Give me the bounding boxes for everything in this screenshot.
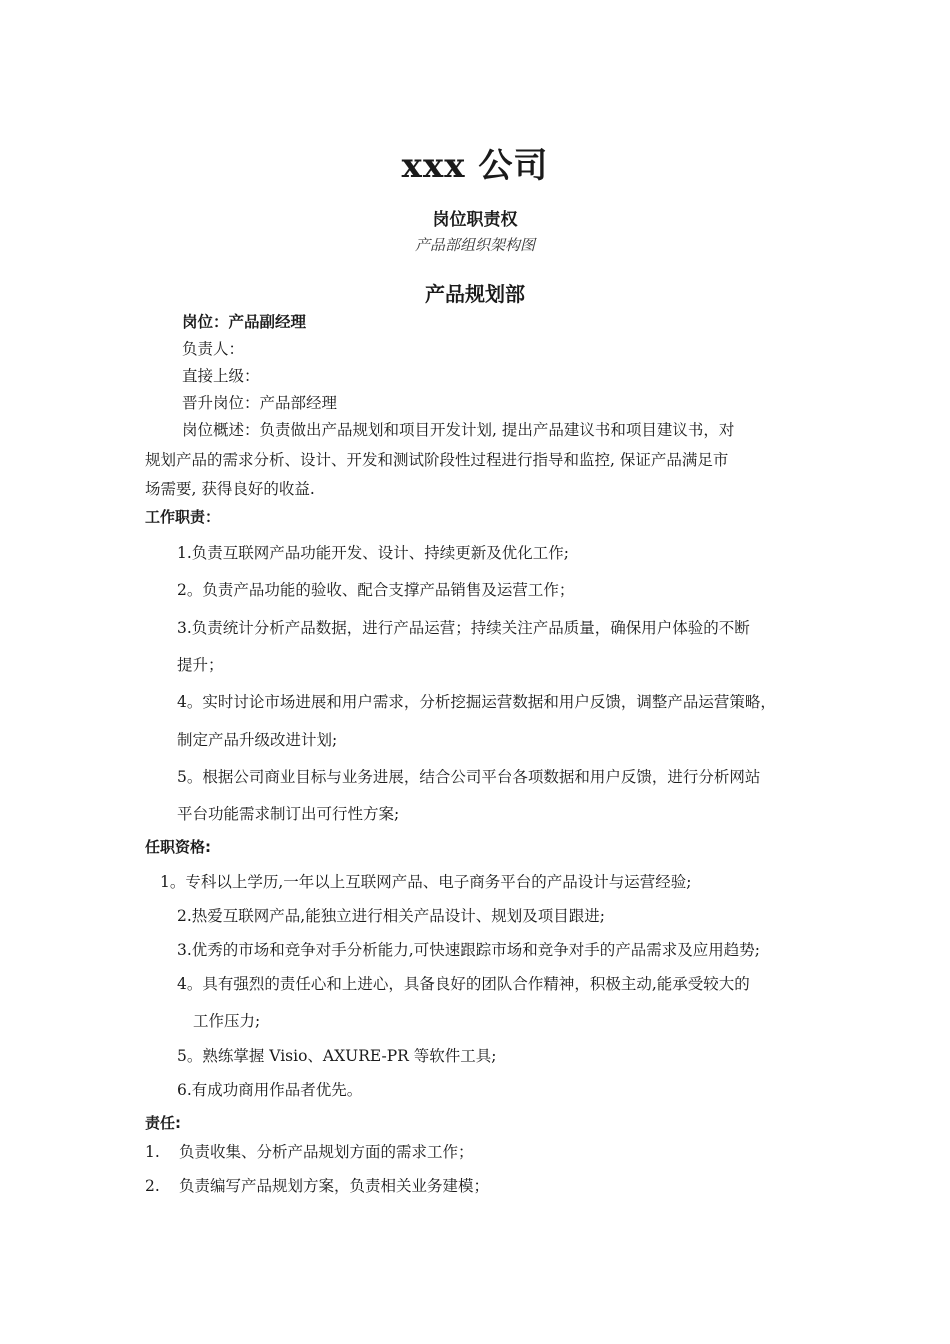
responsibility-text: 负责收集、分析产品规划方面的需求工作；	[179, 1143, 474, 1161]
duty-line: 3.负责统计分析产品数据，进行产品运营；持续关注产品质量，确保用户体验的不断	[177, 619, 750, 637]
qualification-line: 3.优秀的市场和竞争对手分析能力,可快速跟踪市场和竞争对手的产品需求及应用趋势;	[177, 941, 760, 959]
position-owner: 负责人：	[182, 340, 245, 358]
responsibility-text: 负责编写产品规划方案，负责相关业务建模；	[179, 1177, 490, 1195]
responsibility-number: 2.	[145, 1177, 160, 1195]
qualification-line: 6.有成功商用作品者优先。	[177, 1081, 363, 1099]
department-title: 产品规划部	[425, 282, 525, 306]
responsibility-item	[145, 1140, 474, 1162]
responsibilities-heading: 责任:	[145, 1114, 181, 1132]
position-supervisor: 直接上级：	[182, 367, 260, 385]
duty-line: 1.负责互联网产品功能开发、设计、持续更新及优化工作;	[177, 544, 570, 562]
position-overview-line: 岗位概述：负责做出产品规划和项目开发计划, 提出产品建议书和项目建议书，对	[182, 421, 735, 439]
duty-line: 平台功能需求制订出可行性方案;	[177, 805, 400, 823]
document-subtitle: 产品部组织架构图	[414, 236, 535, 254]
duty-line: 5。根据公司商业目标与业务进展，结合公司平台各项数据和用户反馈，进行分析网站	[177, 768, 761, 786]
duty-line: 制定产品升级改进计划;	[177, 731, 338, 749]
qualifications-heading: 任职资格:	[145, 838, 211, 856]
duty-line: 提升；	[177, 656, 224, 674]
duty-line: 2。负责产品功能的验收、配合支撑产品销售及运营工作；	[177, 581, 575, 599]
responsibility-number: 1.	[145, 1143, 160, 1161]
position-overview-line: 场需要, 获得良好的收益.	[145, 480, 315, 498]
company-name: xxx 公司	[401, 146, 549, 186]
position-promotion: 晋升岗位：产品部经理	[182, 394, 338, 412]
position-overview-line: 规划产品的需求分析、设计、开发和测试阶段性过程进行指导和监控, 保证产品满足市	[145, 451, 729, 469]
document-title: 岗位职责权	[432, 210, 518, 230]
duty-line: 4。实时讨论市场进展和用户需求，分析挖掘运营数据和用户反馈，调整产品运营策略，	[177, 693, 776, 711]
qualification-line: 2.热爱互联网产品,能独立进行相关产品设计、规划及项目跟进;	[177, 907, 605, 925]
qualification-line: 4。具有强烈的责任心和上进心，具备良好的团队合作精神，积极主动,能承受较大的	[177, 975, 750, 993]
qualification-line: 工作压力;	[193, 1012, 261, 1030]
qualification-line: 1。专科以上学历,一年以上互联网产品、电子商务平台的产品设计与运营经验;	[160, 873, 692, 891]
qualification-line: 5。熟练掌握 Visio、AXURE-PR 等软件工具;	[177, 1047, 497, 1065]
position-title: 岗位：产品副经理	[182, 313, 307, 331]
duties-heading: 工作职责：	[145, 508, 221, 526]
responsibility-item	[145, 1174, 489, 1196]
